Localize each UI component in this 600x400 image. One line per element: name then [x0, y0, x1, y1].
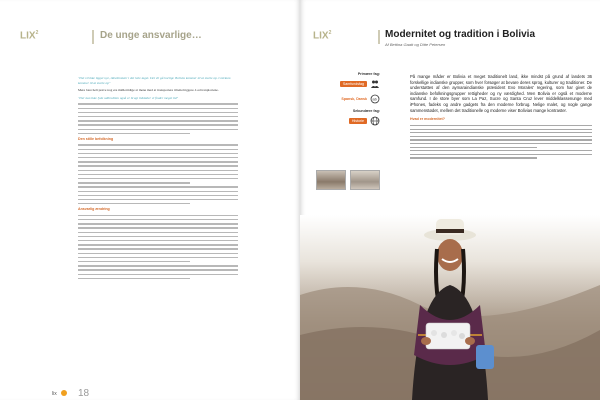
right-page — [300, 0, 600, 400]
intro-paragraph: På mange måder er Bolivia et meget traditionelt land, ikke mindst på grund af landets 36 forskellige indianske grupper, som hver forsøger at bevare deres sprog, kulturer og traditioner. De understøttes af den aymaraindianske præsident Evo Morales' regering, som har givet de indianske befolkningsgrupper rettigheder og ny værdighed. Men Bolivia er også et moderne samfund. I de store byer som La Paz, Sucre og Santa Cruz lever middelklassenunge med iPhones, fadeks og andre gadgets fra den moderne forbrug. Nelige malet, og nogle gange sammenstødet, mellem det traditionelle og moderne viser Bolivias mange kontraster. — [410, 74, 592, 113]
globe-icon — [370, 116, 380, 126]
body-text-block — [78, 103, 238, 134]
body-text-block — [78, 144, 238, 204]
section-heading: Den stille befolkning — [78, 137, 114, 142]
article-column — [78, 76, 238, 282]
pull-quote: "Det vil ikke ligget nye, tidsoltrakter i det hele taget. Det vil gå hurtigt. Bolivia kommer til at starte op. Colekum kommer til at starte op" — [78, 76, 231, 85]
thumbnail-image — [316, 170, 346, 190]
speech-icon — [370, 94, 380, 104]
secondary-subject-text: Spansk, Dansk — [341, 97, 367, 101]
section-heading: Hvad er modernitet? — [410, 117, 445, 122]
thumbnail-images — [316, 170, 380, 190]
secondary-subject-badge: Historie — [349, 118, 367, 124]
svg-text:lix: lix — [52, 391, 57, 397]
thumbnail-image — [350, 170, 380, 190]
people-icon — [370, 79, 380, 89]
article-column — [410, 74, 592, 161]
body-text-block — [410, 125, 592, 158]
lix-logo: LIX$^2$ — [20, 30, 39, 42]
page-title: De unge ansvarlige… — [100, 30, 202, 41]
section-heading: Ansvarlig ændring — [78, 207, 110, 212]
lix-logo: LIX$^2$ — [313, 30, 332, 42]
publisher-logo-icon — [52, 388, 68, 398]
subject-info-box — [320, 72, 380, 131]
header-rule — [92, 30, 94, 44]
svg-text:ab: ab — [372, 96, 377, 102]
pull-quote-2: "Der kan ikke lyde udbrudtien også er brugt tidsløber vi finder meget tid" — [78, 95, 179, 100]
page-title: Modernitet og tradition i Bolivia — [385, 29, 535, 40]
page-number: 18 — [78, 388, 90, 399]
primary-subject-badge: Samfundsfag — [340, 81, 367, 87]
byline: Af Bettina Gaatt og Ditte Petersen — [385, 42, 446, 47]
woman-portrait-photo — [300, 215, 600, 400]
secondary-subjects-label: Sekundære fag: — [352, 109, 380, 113]
header-rule — [378, 30, 380, 44]
intro-paragraph: Mere bare helt prøve nog ere midlertidige at mene med at transportere tilrettelæggere. Lad tranplortene. — [78, 88, 219, 93]
body-text-block — [78, 215, 238, 279]
primary-subjects-label: Primære fag: — [357, 72, 380, 76]
